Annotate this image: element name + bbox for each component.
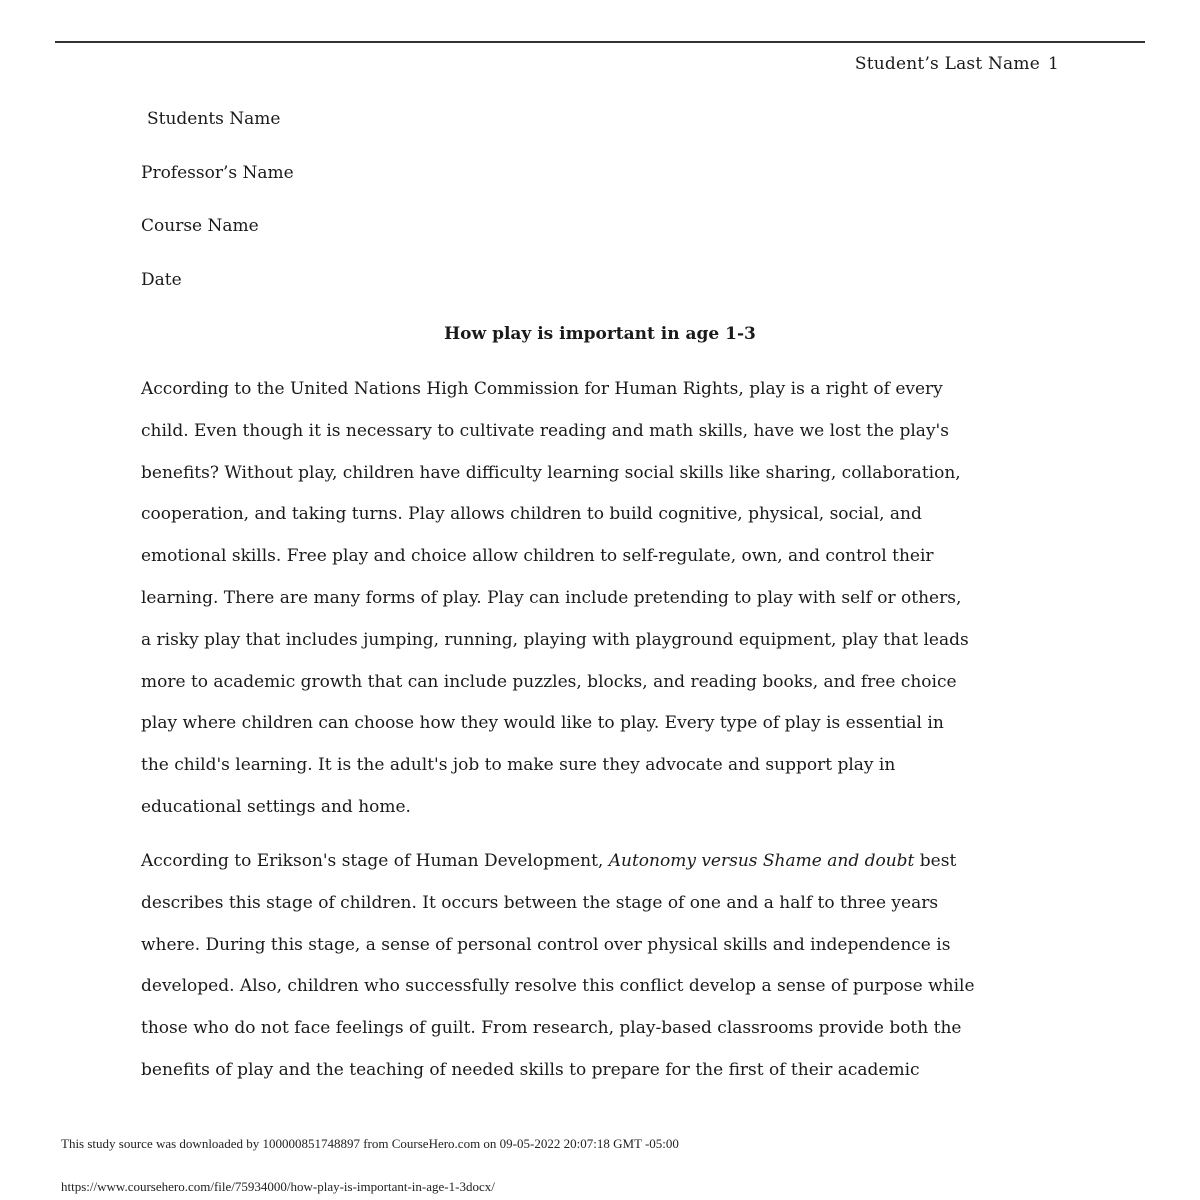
download-source-line: This study source was downloaded by 100000851748897 from CourseHero.com on 09-05-2022 20:07:18 GMT -05:00 xyxy=(61,1136,679,1151)
paragraph-line: describes this stage of children. It occurs between the stage of one and a half to three years xyxy=(141,892,939,913)
paragraph-line: benefits of play and the teaching of needed skills to prepare for the first of their academic xyxy=(141,1059,920,1080)
source-url-link[interactable]: https://www.coursehero.com/file/75934000/how-play-is-important-in-age-1-3docx/ xyxy=(61,1179,495,1194)
paragraph-line: a risky play that includes jumping, running, playing with playground equipment, play that leads xyxy=(141,629,969,650)
paragraph-line: benefits? Without play, children have difficulty learning social skills like sharing, collaboration, xyxy=(141,462,961,483)
paragraph-line: learning. There are many forms of play. Play can include pretending to play with self or others, xyxy=(141,587,962,608)
paragraph-line: those who do not face feelings of guilt. From research, play-based classrooms provide both the xyxy=(141,1018,962,1039)
student-name: Students Name xyxy=(147,109,281,129)
paragraph-line: child. Even though it is necessary to cultivate reading and math skills, have we lost the play's xyxy=(141,420,949,441)
paragraph-line: more to academic growth that can include puzzles, blocks, and reading books, and free choice xyxy=(141,671,957,692)
paragraph-line: emotional skills. Free play and choice allow children to self-regulate, own, and control their xyxy=(141,546,934,567)
paragraph-text: According to Erikson's stage of Human Development, xyxy=(141,851,609,871)
essay-title: How play is important in age 1-3 xyxy=(444,324,756,344)
professor-name: Professor’s Name xyxy=(141,163,294,183)
paragraph-line: developed. Also, children who successfully resolve this conflict develop a sense of purpose while xyxy=(141,976,975,997)
paragraph-line: educational settings and home. xyxy=(141,796,411,817)
running-head-text: Student’s Last Name xyxy=(854,54,1040,74)
paragraph-line: According to the United Nations High Commission for Human Rights, play is a right of every xyxy=(141,379,943,399)
paragraph-line: play where children can choose how they would like to play. Every type of play is essential in xyxy=(141,713,944,734)
italic-term: Autonomy versus Shame and doubt xyxy=(608,851,915,871)
course-name: Course Name xyxy=(141,216,259,236)
paragraph-1 xyxy=(141,369,1066,829)
running-header xyxy=(855,54,1059,74)
paragraph-2 xyxy=(141,841,1066,1092)
date: Date xyxy=(141,270,182,290)
paragraph-line: the child's learning. It is the adult's job to make sure they advocate and support play in xyxy=(141,755,896,776)
paragraph-line: cooperation, and taking turns. Play allows children to build cognitive, physical, social, and xyxy=(141,504,922,525)
paragraph-line: where. During this stage, a sense of personal control over physical skills and independence is xyxy=(141,934,951,955)
paragraph-line xyxy=(141,841,1066,883)
page-top-rule xyxy=(55,41,1145,43)
page-number: 1 xyxy=(1047,54,1059,74)
paragraph-text: best xyxy=(914,851,957,871)
